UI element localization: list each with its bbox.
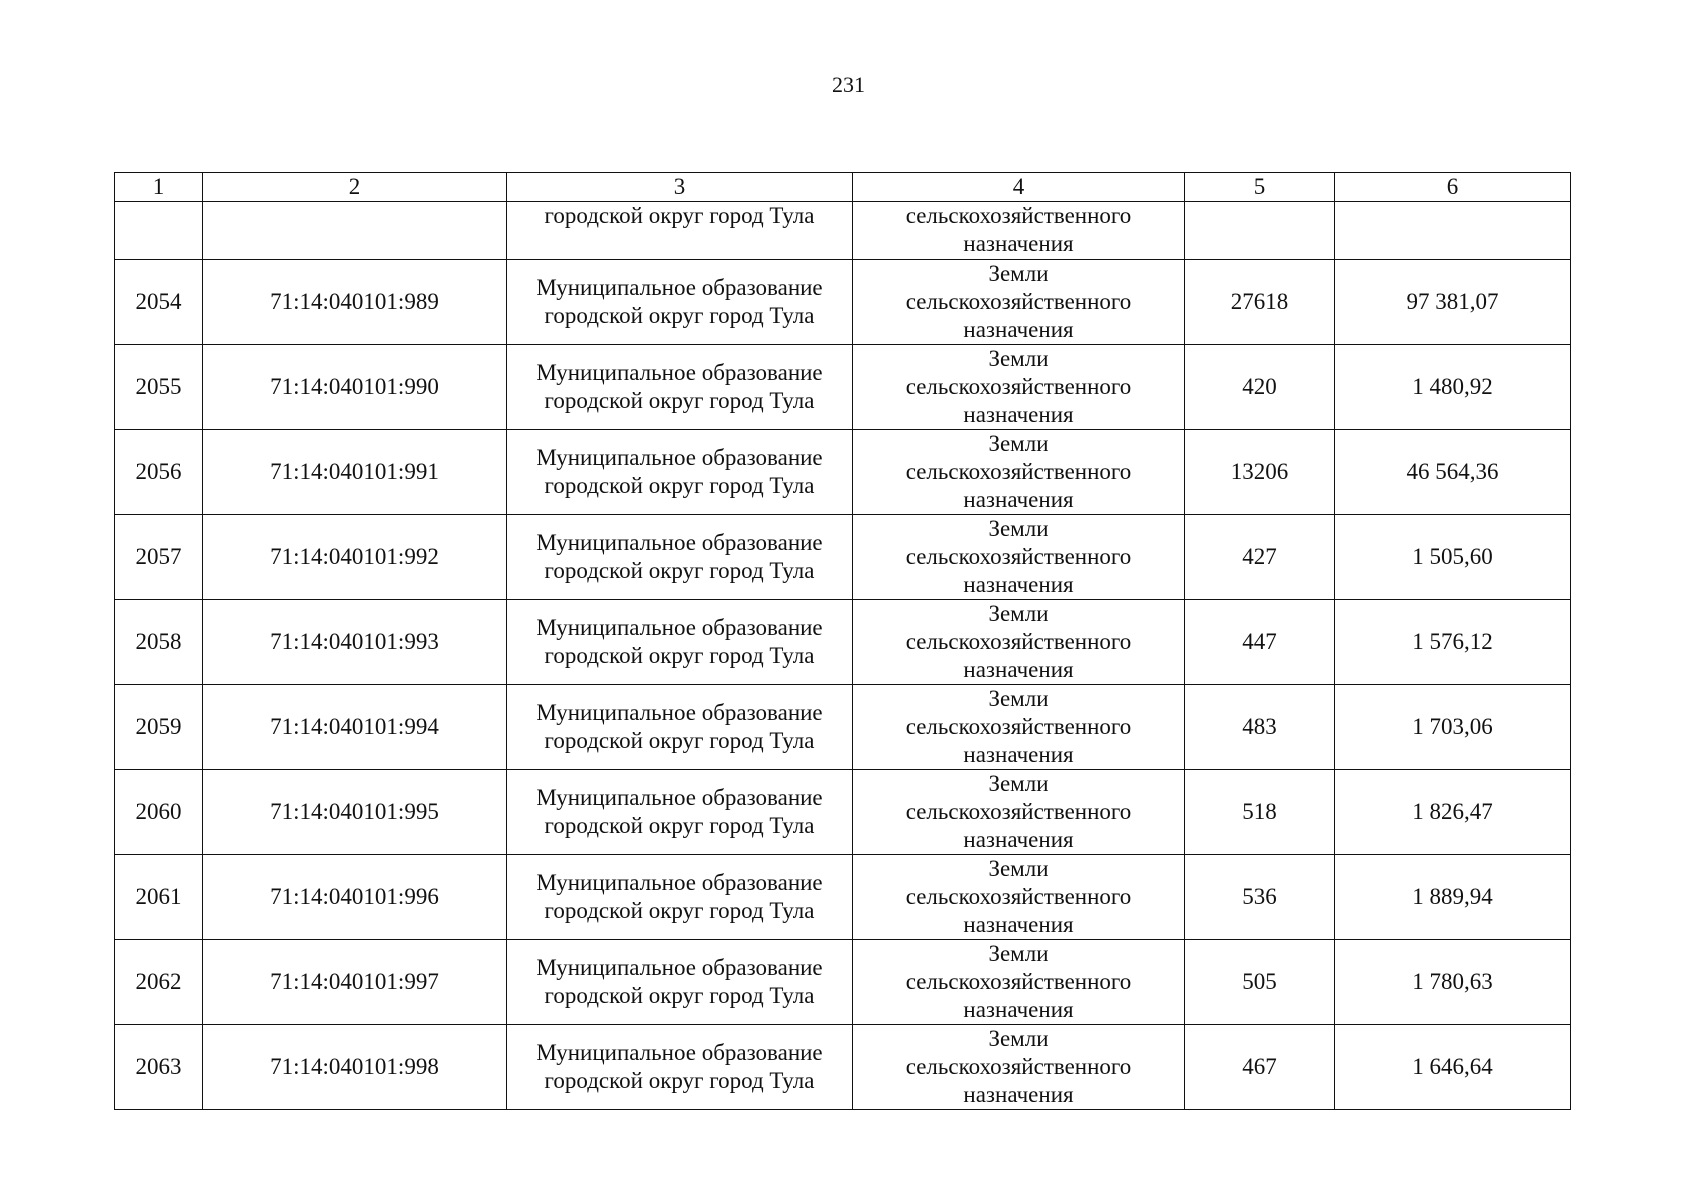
owner-line: Муниципальное образование — [536, 360, 823, 385]
cell-owner — [507, 1025, 853, 1110]
cell-category — [853, 940, 1185, 1025]
cell-area: 467 — [1185, 1025, 1335, 1110]
cell-area: 27618 — [1185, 260, 1335, 345]
cell-value: 1 480,92 — [1335, 345, 1571, 430]
category-line: сельскохозяйственного — [905, 629, 1132, 654]
cell-category — [853, 202, 1185, 260]
category-line: сельскохозяйственного — [905, 969, 1132, 994]
table-row — [115, 940, 1571, 1025]
cell-category — [853, 685, 1185, 770]
category-line: назначения — [963, 231, 1074, 256]
owner-line: Муниципальное образование — [536, 275, 823, 300]
owner-line: городской округ город Тула — [544, 1068, 815, 1093]
category-line: сельскохозяйственного — [905, 459, 1132, 484]
category-line: сельскохозяйственного — [905, 884, 1132, 909]
owner-line: городской округ город Тула — [544, 643, 815, 668]
cell-category — [853, 345, 1185, 430]
cell-number: 2062 — [115, 940, 203, 1025]
table-row — [115, 770, 1571, 855]
cell-area — [1185, 202, 1335, 260]
cell-owner — [507, 770, 853, 855]
cell-category — [853, 260, 1185, 345]
category-line: назначения — [963, 657, 1074, 682]
cell-area: 518 — [1185, 770, 1335, 855]
cell-cadastral: 71:14:040101:992 — [203, 515, 507, 600]
cell-value: 1 703,06 — [1335, 685, 1571, 770]
cell-area: 536 — [1185, 855, 1335, 940]
category-line: назначения — [963, 487, 1074, 512]
land-plots-table — [114, 172, 1571, 1110]
cell-owner: городской округ город Тула — [507, 202, 853, 260]
category-line: Земли — [988, 346, 1049, 371]
cell-owner — [507, 685, 853, 770]
page-number: 231 — [832, 72, 865, 97]
cell-number: 2058 — [115, 600, 203, 685]
cell-number: 2055 — [115, 345, 203, 430]
owner-line: Муниципальное образование — [536, 870, 823, 895]
cell-cadastral: 71:14:040101:993 — [203, 600, 507, 685]
column-number-row — [115, 173, 1571, 202]
cell-owner — [507, 345, 853, 430]
table-row — [115, 1025, 1571, 1110]
cell-owner — [507, 600, 853, 685]
cell-number: 2059 — [115, 685, 203, 770]
category-line: сельскохозяйственного — [905, 1054, 1132, 1079]
category-line: назначения — [963, 402, 1074, 427]
cell-number: 2061 — [115, 855, 203, 940]
table-row — [115, 600, 1571, 685]
owner-line: городской округ город Тула — [544, 898, 815, 923]
cell-category — [853, 430, 1185, 515]
category-line: назначения — [963, 742, 1074, 767]
owner-line: Муниципальное образование — [536, 955, 823, 980]
owner-line: городской округ город Тула — [544, 303, 815, 328]
cell-category — [853, 770, 1185, 855]
category-line: Земли — [988, 261, 1049, 286]
cell-category — [853, 515, 1185, 600]
cell-cadastral: 71:14:040101:991 — [203, 430, 507, 515]
cell-area: 420 — [1185, 345, 1335, 430]
cell-area: 427 — [1185, 515, 1335, 600]
category-line: назначения — [963, 827, 1074, 852]
cell-cadastral: 71:14:040101:990 — [203, 345, 507, 430]
cell-value: 1 826,47 — [1335, 770, 1571, 855]
category-line: назначения — [963, 1082, 1074, 1107]
owner-line: Муниципальное образование — [536, 445, 823, 470]
table-row — [115, 430, 1571, 515]
category-line: сельскохозяйственного — [905, 374, 1132, 399]
cell-area: 505 — [1185, 940, 1335, 1025]
owner-line: городской округ город Тула — [544, 558, 815, 583]
category-line: сельскохозяйственного — [905, 799, 1132, 824]
column-header: 2 — [203, 173, 507, 202]
owner-line: городской округ город Тула — [544, 388, 815, 413]
cell-category — [853, 855, 1185, 940]
owner-line: городской округ город Тула — [544, 728, 815, 753]
category-line: Земли — [988, 601, 1049, 626]
cell-value — [1335, 202, 1571, 260]
category-line: Земли — [988, 1026, 1049, 1051]
cell-owner — [507, 260, 853, 345]
cell-number: 2054 — [115, 260, 203, 345]
owner-line: городской округ город Тула — [544, 983, 815, 1008]
category-line: назначения — [963, 997, 1074, 1022]
column-header: 3 — [507, 173, 853, 202]
category-line: сельскохозяйственного — [905, 714, 1132, 739]
owner-line: Муниципальное образование — [536, 1040, 823, 1065]
cell-value: 97 381,07 — [1335, 260, 1571, 345]
cell-value: 1 646,64 — [1335, 1025, 1571, 1110]
cell-cadastral: 71:14:040101:989 — [203, 260, 507, 345]
cell-area: 483 — [1185, 685, 1335, 770]
cell-area: 13206 — [1185, 430, 1335, 515]
category-line: сельскохозяйственного — [905, 544, 1132, 569]
column-header: 1 — [115, 173, 203, 202]
category-line: Земли — [988, 516, 1049, 541]
owner-line: городской округ город Тула — [544, 813, 815, 838]
cell-owner — [507, 430, 853, 515]
cell-cadastral: 71:14:040101:998 — [203, 1025, 507, 1110]
category-line: Земли — [988, 941, 1049, 966]
category-line: Земли — [988, 431, 1049, 456]
cell-value: 1 889,94 — [1335, 855, 1571, 940]
cell-number: 2060 — [115, 770, 203, 855]
category-line: Земли — [988, 771, 1049, 796]
column-header: 5 — [1185, 173, 1335, 202]
cell-number — [115, 202, 203, 260]
column-header: 4 — [853, 173, 1185, 202]
cell-value: 1 576,12 — [1335, 600, 1571, 685]
table-row — [115, 685, 1571, 770]
table-row — [115, 260, 1571, 345]
category-line: назначения — [963, 912, 1074, 937]
owner-line: городской округ город Тула — [544, 473, 815, 498]
cell-number: 2063 — [115, 1025, 203, 1110]
cell-category — [853, 1025, 1185, 1110]
category-line: назначения — [963, 317, 1074, 342]
cell-cadastral — [203, 202, 507, 260]
category-line: Земли — [988, 686, 1049, 711]
cell-cadastral: 71:14:040101:995 — [203, 770, 507, 855]
cell-value: 46 564,36 — [1335, 430, 1571, 515]
cell-cadastral: 71:14:040101:994 — [203, 685, 507, 770]
table-row — [115, 345, 1571, 430]
owner-line: Муниципальное образование — [536, 530, 823, 555]
category-line: сельскохозяйственного — [905, 203, 1132, 228]
cell-value: 1 780,63 — [1335, 940, 1571, 1025]
category-line: назначения — [963, 572, 1074, 597]
column-header: 6 — [1335, 173, 1571, 202]
cell-category — [853, 600, 1185, 685]
cell-owner — [507, 515, 853, 600]
owner-line: Муниципальное образование — [536, 700, 823, 725]
category-line: Земли — [988, 856, 1049, 881]
cell-value: 1 505,60 — [1335, 515, 1571, 600]
cell-area: 447 — [1185, 600, 1335, 685]
table-row — [115, 855, 1571, 940]
table-row — [115, 515, 1571, 600]
cell-cadastral: 71:14:040101:996 — [203, 855, 507, 940]
cell-owner — [507, 855, 853, 940]
owner-line: Муниципальное образование — [536, 615, 823, 640]
cell-number: 2056 — [115, 430, 203, 515]
category-line: сельскохозяйственного — [905, 289, 1132, 314]
cell-number: 2057 — [115, 515, 203, 600]
owner-line: Муниципальное образование — [536, 785, 823, 810]
continuation-row — [115, 202, 1571, 260]
cell-cadastral: 71:14:040101:997 — [203, 940, 507, 1025]
cell-owner — [507, 940, 853, 1025]
